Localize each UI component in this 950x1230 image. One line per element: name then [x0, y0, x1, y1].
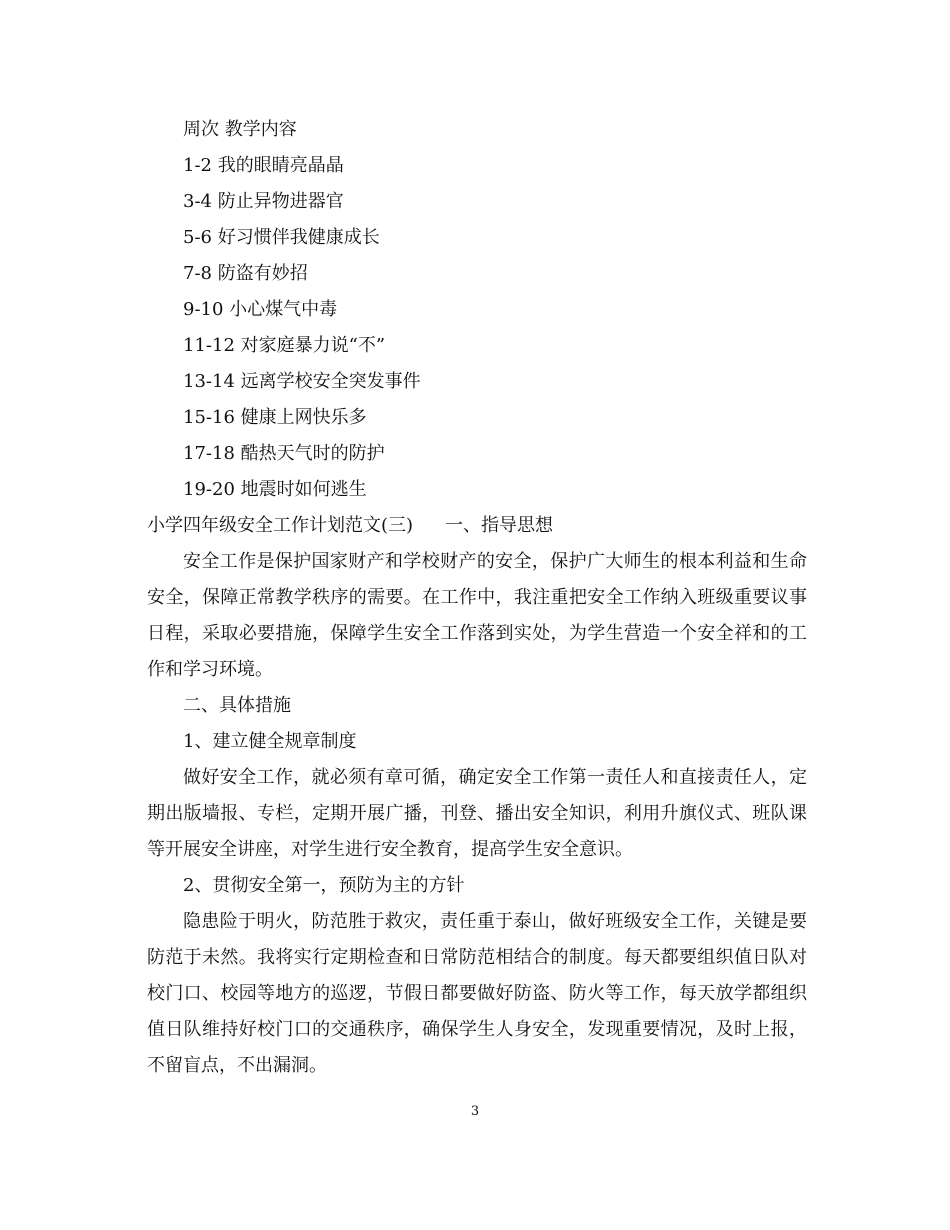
schedule-row: 19-20 地震时如何逃生	[183, 479, 367, 500]
schedule-row: 13-14 远离学校安全突发事件	[183, 371, 421, 392]
subheading-rules: 1、建立健全规章制度	[183, 731, 357, 752]
schedule-row: 11-12 对家庭暴力说“不”	[183, 335, 386, 356]
schedule-row: 7-8 防盗有妙招	[183, 263, 308, 284]
page-number: 3	[470, 1104, 480, 1119]
schedule-row: 5-6 好习惯伴我健康成长	[183, 227, 380, 248]
paragraph-rules: 做好安全工作，就必须有章可循，确定安全工作第一责任人和直接责任人，定期出版墙报、专栏，定期开展广播，刊登、播出安全知识，利用升旗仪式、班队课等开展安全讲座，对学生进行安全教育，提高学生安全意识。	[147, 767, 807, 860]
schedule-header: 周次 教学内容	[183, 119, 297, 140]
section-title: 小学四年级安全工作计划范文(三)	[147, 515, 414, 536]
schedule-list	[147, 112, 807, 508]
schedule-row: 1-2 我的眼睛亮晶晶	[183, 155, 344, 176]
section-heading-line	[147, 508, 807, 544]
schedule-row: 17-18 酷热天气时的防护	[183, 443, 385, 464]
subheading-safety-first: 2、贯彻安全第一，预防为主的方针	[183, 875, 465, 896]
document-body	[147, 112, 807, 1084]
schedule-row: 3-4 防止异物进器官	[183, 191, 344, 212]
schedule-row: 9-10 小心煤气中毒	[183, 299, 338, 320]
heading-specific-measures: 二、具体措施	[183, 695, 291, 716]
heading-guiding-ideology: 一、指导思想	[445, 515, 554, 536]
paragraph-guiding-ideology: 安全工作是保护国家财产和学校财产的安全，保护广大师生的根本利益和生命安全，保障正常教学秩序的需要。在工作中，我注重把安全工作纳入班级重要议事日程，采取必要措施，保障学生安全工作落到实处，为学生营造一个安全祥和的工作和学习环境。	[147, 551, 807, 680]
schedule-row: 15-16 健康上网快乐多	[183, 407, 367, 428]
paragraph-safety-first: 隐患险于明火，防范胜于救灾，责任重于泰山，做好班级安全工作，关键是要防范于未然。我将实行定期检查和日常防范相结合的制度。每天都要组织值日队对校门口、校园等地方的巡逻，节假日都要做好防盗、防火等工作，每天放学都组织值日队维持好校门口的交通秩序，确保学生人身安全，发现重要情况，及时上报，不留盲点，不出漏洞。	[147, 911, 807, 1076]
